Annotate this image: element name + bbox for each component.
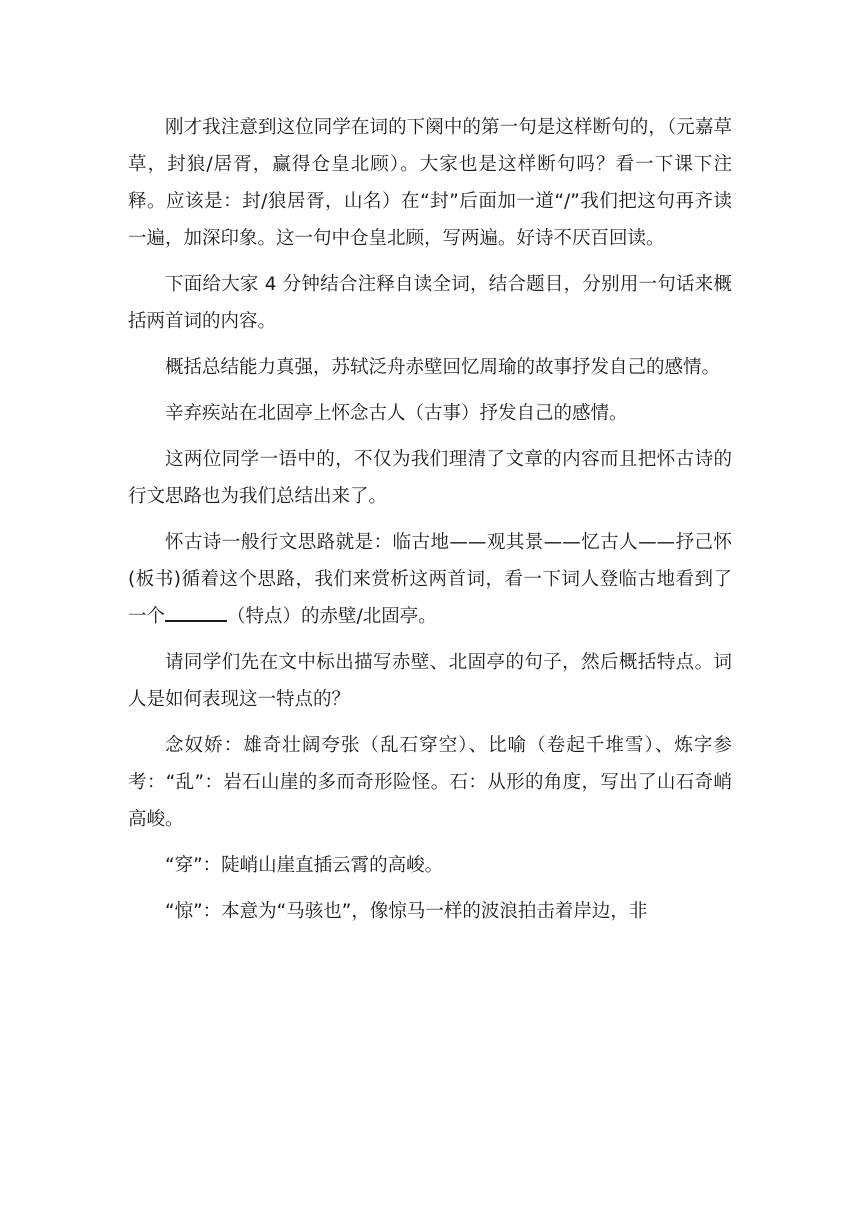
document-body (128, 109, 732, 939)
paragraph-6-tail: （特点）的赤壁/北固亭。 (227, 606, 437, 627)
paragraph-1: 刚才我注意到这位同学在词的下阕中的第一句是这样断句的，（元嘉草草，封狼/居胥，赢得仓皇北顾）。大家也是这样断句吗？看一下课下注释。应该是：封/狼居胥，山名）在“封”后面加一道“/”我们把这句再齐读一遍，加深印象。这一句中仓皇北顾，写两遍。好诗不厌百回读。 (128, 117, 732, 249)
paragraph-5: 这两位同学一语中的，不仅为我们理清了文章的内容而且把怀古诗的行文思路也为我们总结出来了。 (128, 449, 732, 507)
paragraph-9: “穿”：陡峭山崖直插云霄的高峻。 (165, 855, 444, 876)
paragraph-6-text: 怀古诗一般行文思路就是：临古地——观其景——忆古人——抒己怀(板书)循着这个思路，我们来赏析这两首词，看一下词人登临古地看到了一个 (128, 532, 732, 627)
paragraph-7: 请同学们先在文中标出描写赤壁、北固亭的句子，然后概括特点。词人是如何表现这一特点的？ (128, 652, 732, 710)
paragraph-6 (128, 524, 732, 635)
fill-in-blank (165, 602, 227, 622)
paragraph-10: “惊”：本意为“马骇也”，像惊马一样的波浪拍击着岸边，非 (165, 901, 648, 922)
paragraph-2: 下面给大家 4 分钟结合注释自读全词，结合题目，分别用一句话来概括两首词的内容。 (128, 274, 732, 332)
paragraph-8: 念奴娇：雄奇壮阔夸张（乱石穿空）、比喻（卷起千堆雪）、炼字参考：“乱”：岩石山崖的多而奇形险怪。石：从形的角度，写出了山石奇峭高峻。 (128, 735, 732, 830)
paragraph-3: 概括总结能力真强，苏轼泛舟赤壁回忆周瑜的故事抒发自己的感情。 (165, 357, 721, 378)
paragraph-4: 辛弃疾站在北固亭上怀念古人（古事）抒发自己的感情。 (165, 403, 628, 424)
